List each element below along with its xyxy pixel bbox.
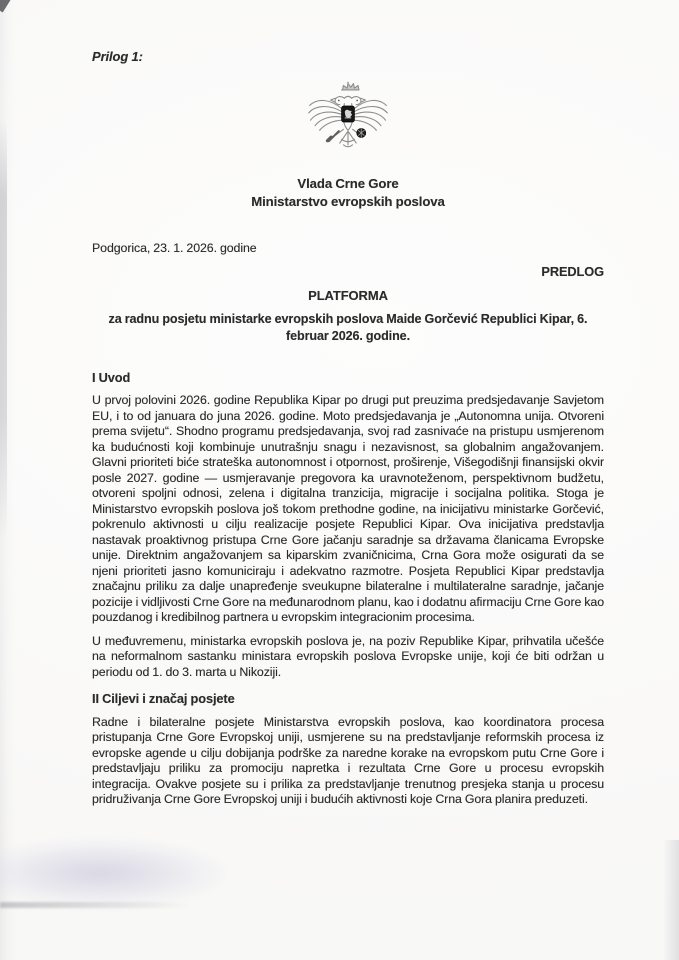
document-content bbox=[92, 0, 604, 808]
paragraph: Radne i bilateralne posjete Ministarstva evropskih poslova, kao koordinatora procesa pristupanja Crne Gore Evropskoj uniji, usmjerene su na predstavljanje reformskih procesa iz evropske agende u cilju dobijanja podrške za naredne korake na evropskom putu Crne Gore i predstavljaju priliku za promociju napretka i rezultata Crne Gore u procesu evropskih integracija. Ovakve posjete su i prilika za predstavljanje trenutnog presjeka stanja u procesu pridruživanja Crne Gore Evropskoj uniji i budućih aktivnosti koje Crna Gora planira preduzeti. bbox=[92, 714, 604, 806]
scan-left-edge-shadow bbox=[0, 120, 7, 540]
montenegro-coat-of-arms bbox=[92, 79, 604, 170]
paragraph: U prvoj polovini 2026. godine Republika Kipar po drugi put preuzima predsjedavanje Savjetom EU, i to od januara do juna 2026. godine. Moto predsjedavanja je „Autonomna unija. Otvoreni prema svijetu“. Shodno programu predsjedavanja, svoj rad zasnivaće na pristupu usmjerenom ka budućnosti koji kombinuje unutrašnju snagu i nezavisnost, sa globalnim angažovanjem. Glavni prioriteti biće strateška autonomnost i otpornost, proširenje, Višegodišnji finansijski okvir posle 2027. godine — usmjeravanje pregovora ka uravnoteženom, perspektivnom budžetu, otvoreni spoljni odnosi, zelena i digitalna tranzicija, migracije i socijalna politika. Stoga je Ministarstvo evropskih poslova još tokom prethodne godine, na inicijativu ministarke Gorčević, pokrenulo aktivnosti u cilju realizacije posjete Republici Kipar. Ova inicijativa predstavlja nastavak proaktivnog pristupa Crne Gore jačanju saradnje sa državama članicama Evropske unije. Direktnim angažovanjem sa kiparskim zvaničnicima, Crna Gora može osigurati da se njeni prioriteti jasno komuniciraju i adekvatno razmotre. Posjeta Republici Kipar predstavlja značajnu priliku za dalje unapređenje sveukupne bilateralne i multilateralne saradnje, jačanje pozicije i vidljivosti Crne Gore na međunarodnom planu, kao i dodatnu afirmaciju Crne Gore kao pouzdanog i kredibilnog partnera u evropskim integracionim procesima. bbox=[92, 393, 604, 624]
ministry-name: Ministarstvo evropskih poslova bbox=[251, 193, 445, 209]
document-title: PLATFORMA bbox=[308, 288, 388, 303]
paragraph: U međuvremenu, ministarka evropskih poslova je, na poziv Republike Kipar, prihvatila učešće na neformalnom sastanku ministara evropskih poslova Evropske unije, koji će biti održan u periodu od 1. do 3. marta u Nikoziji. bbox=[92, 633, 604, 679]
double-headed-eagle-icon bbox=[302, 79, 394, 165]
section-heading-ciljevi: II Ciljevi i značaj posjete bbox=[92, 691, 235, 706]
scan-bottom-smudge bbox=[0, 838, 230, 908]
scan-right-edge-shadow bbox=[663, 840, 679, 960]
scan-bottom-edge-shadow bbox=[0, 902, 190, 908]
scan-corner-artifact bbox=[0, 0, 11, 12]
government-name: Vlada Crne Gore bbox=[297, 176, 399, 191]
section-heading-uvod: I Uvod bbox=[92, 369, 131, 385]
issuing-authority bbox=[92, 175, 604, 210]
attachment-label: Prilog 1: bbox=[92, 49, 143, 64]
document-subtitle: za radnu posjetu ministarke evropskih poslova Maide Gorčević Republici Kipar, 6. februar 2026. godine. bbox=[108, 311, 588, 343]
place-date-line: Podgorica, 23. 1. 2026. godine bbox=[92, 241, 257, 255]
proposal-label: PREDLOG bbox=[541, 263, 604, 279]
